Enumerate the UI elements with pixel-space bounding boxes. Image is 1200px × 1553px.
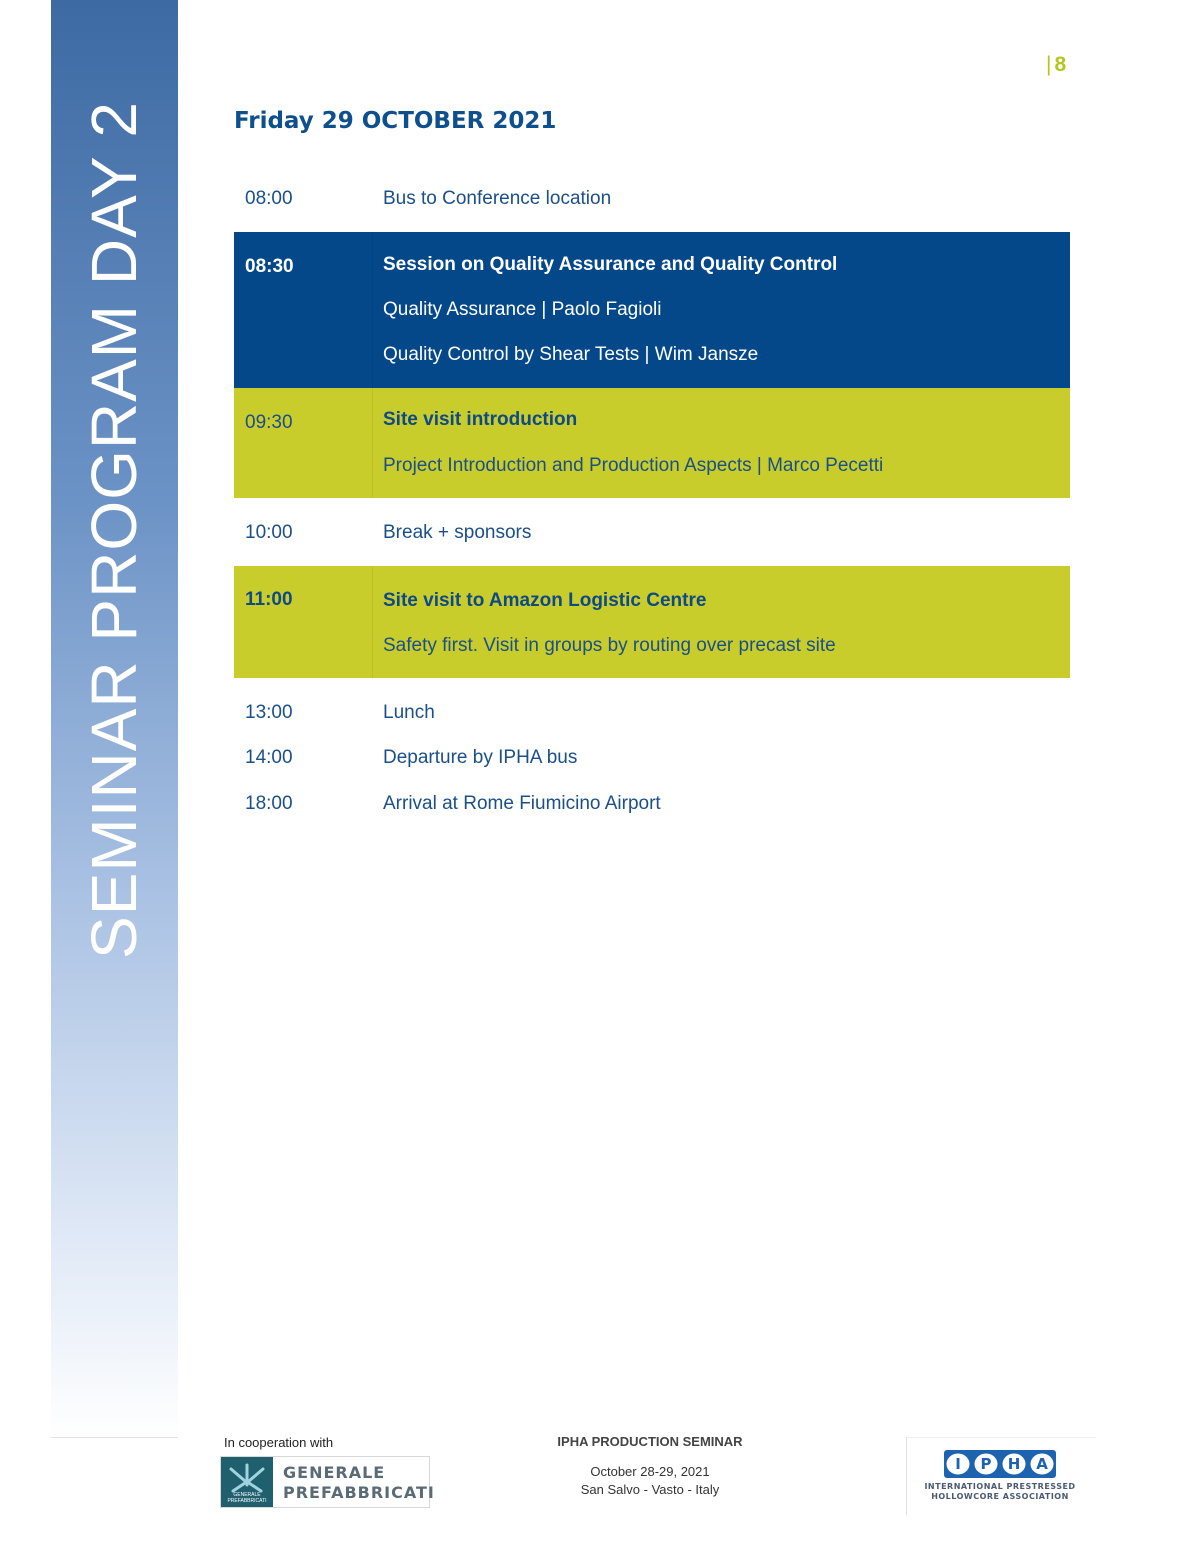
schedule-row-session: [234, 232, 1070, 388]
schedule-item: Quality Control by Shear Tests | Wim Jansze: [383, 344, 759, 365]
sidebar-title-text: SEMINAR PROGRAM DAY 2: [78, 101, 150, 959]
schedule-time: 08:30: [245, 256, 294, 277]
ipha-letter: I: [955, 1455, 961, 1473]
footer-rule: [906, 1437, 1096, 1438]
schedule-row-site-visit: [234, 566, 1070, 678]
page-number: [1046, 53, 1066, 77]
sidebar-bottom-rule: [51, 1437, 178, 1438]
column-divider: [372, 388, 373, 498]
seminar-dates-location: [530, 1463, 770, 1499]
ipha-letter: H: [1007, 1455, 1021, 1473]
seminar-location: San Salvo - Vasto - Italy: [580, 1482, 720, 1497]
ipha-logo: [918, 1450, 1082, 1510]
schedule-time: 08:00: [245, 188, 293, 209]
schedule-time: 11:00: [245, 589, 293, 610]
seminar-info: [530, 1434, 770, 1499]
schedule-time: 18:00: [245, 793, 293, 814]
schedule-item: Bus to Conference location: [383, 188, 612, 209]
ipha-letter: P: [980, 1455, 992, 1473]
partner-logo-icon: [221, 1457, 273, 1507]
seminar-dates: October 28-29, 2021: [590, 1464, 710, 1479]
page-number-value: 8: [1054, 53, 1067, 76]
schedule-session-title: Site visit to Amazon Logistic Centre: [383, 590, 707, 611]
seminar-title: IPHA PRODUCTION SEMINAR: [557, 1434, 743, 1449]
column-divider: [372, 566, 373, 678]
schedule-item: Safety first. Visit in groups by routing over precast site: [383, 635, 836, 656]
partner-logo-icon-text: GENERALE PREFABBRICATI: [227, 1492, 267, 1504]
schedule-row: [234, 186, 1070, 216]
schedule-time: 13:00: [245, 702, 293, 723]
schedule-time: 10:00: [245, 522, 293, 543]
page-number-separator: |: [1046, 53, 1052, 76]
schedule-item: Quality Assurance | Paolo Fagioli: [383, 299, 662, 320]
schedule-item: Break + sponsors: [383, 522, 532, 543]
schedule-item: Project Introduction and Production Aspects | Marco Pecetti: [383, 455, 884, 476]
schedule-row: [234, 520, 1070, 550]
schedule-session-title: Site visit introduction: [383, 409, 578, 430]
generale-prefabbricati-logo: [220, 1456, 435, 1508]
page-title: Friday 29 OCTOBER 2021: [234, 108, 557, 134]
schedule-time: 09:30: [245, 412, 293, 433]
schedule-item: Departure by IPHA bus: [383, 747, 578, 768]
ipha-letter: A: [1036, 1455, 1048, 1473]
schedule-item: Arrival at Rome Fiumicino Airport: [383, 793, 661, 814]
schedule-row: [234, 791, 1070, 821]
sidebar-title: [51, 0, 178, 1437]
schedule-row: [234, 700, 1070, 730]
schedule-row: [234, 745, 1070, 775]
footer-divider: [906, 1437, 907, 1515]
ipha-logo-mark: [944, 1450, 1056, 1478]
schedule-item: Lunch: [383, 702, 435, 723]
cooperation-label: In cooperation with: [224, 1435, 334, 1450]
schedule-session-title: Session on Quality Assurance and Quality Control: [383, 254, 838, 275]
schedule-time: 14:00: [245, 747, 293, 768]
column-divider: [372, 232, 373, 388]
partner-logo-name: GENERALE PREFABBRICATI: [283, 1463, 435, 1502]
ipha-logo-text: INTERNATIONAL PRESTRESSED HOLLOWCORE ASSOCIATION: [924, 1482, 1076, 1501]
schedule-row-site-intro: [234, 388, 1070, 498]
